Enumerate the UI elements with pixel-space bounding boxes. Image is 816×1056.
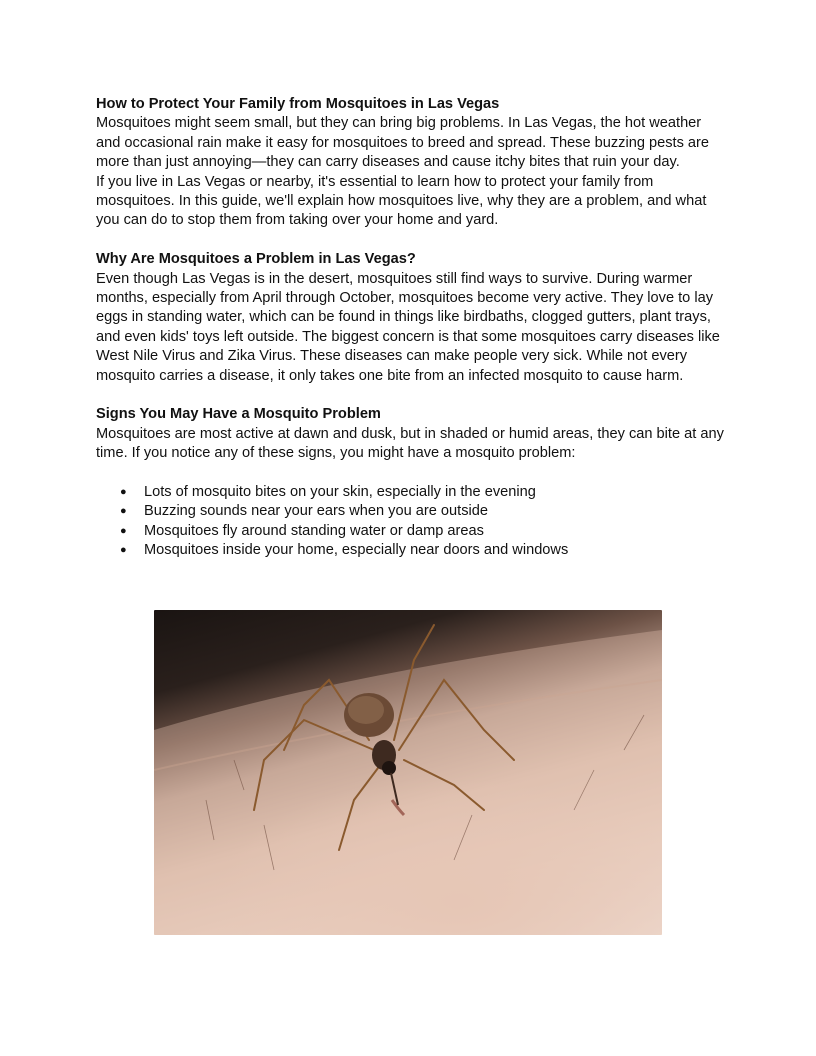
list-item-text: Lots of mosquito bites on your skin, especially in the evening (144, 484, 536, 501)
list-item (96, 483, 726, 502)
bullet-icon: ● (120, 544, 127, 557)
signs-list (96, 483, 726, 561)
intro-paragraph-2: If you live in Las Vegas or nearby, it's essential to learn how to protect your family from mosquitoes. In this guide, we'll explain how mosquitoes live, why they are a problem, and what you can do to stop them from taking over your home and yard. (96, 173, 707, 229)
list-item (96, 541, 726, 560)
list-item-text: Mosquitoes fly around standing water or damp areas (144, 522, 484, 539)
problem-heading: Why Are Mosquitoes a Problem in Las Vegas? (96, 251, 416, 268)
article-title: How to Protect Your Family from Mosquitoes in Las Vegas (96, 96, 500, 112)
spacer (96, 464, 726, 483)
list-item-text: Buzzing sounds near your ears when you are outside (144, 503, 488, 520)
list-item-text: Mosquitoes inside your home, especially near doors and windows (144, 542, 569, 559)
signs-paragraph: Mosquitoes are most active at dawn and dusk, but in shaded or humid areas, they can bite at any time. If you notice any of these signs, you might have a mosquito problem: (96, 425, 724, 462)
list-item (96, 502, 726, 521)
mosquito-illustration (154, 610, 662, 935)
list-item (96, 522, 726, 541)
signs-heading: Signs You May Have a Mosquito Problem (96, 406, 381, 423)
bullet-icon: ● (120, 524, 127, 537)
bullet-icon: ● (120, 505, 127, 518)
document-body (96, 95, 726, 561)
mosquito-photo (154, 610, 662, 935)
bullet-icon: ● (120, 486, 127, 499)
spacer (96, 386, 726, 405)
problem-paragraph: Even though Las Vegas is in the desert, mosquitoes still find ways to survive. During warmer months, especially from April through October, mosquitoes become very active. They love to lay eggs in standing water, which can be found in things like birdbaths, clogged gutters, plant trays, and even kids' toys left outside. The biggest concern is that some mosquitoes carry diseases like West Nile Virus and Zika Virus. These diseases can make people very sick. While not every mosquito carries a disease, it only takes one bite from an infected mosquito to cause harm. (96, 270, 720, 384)
spacer (96, 231, 726, 250)
intro-paragraph-1: Mosquitoes might seem small, but they can bring big problems. In Las Vegas, the hot weather and occasional rain make it easy for mosquitoes to breed and spread. These buzzing pests are more than just annoying—they can carry diseases and cause itchy bites that ruin your day. (96, 115, 710, 171)
